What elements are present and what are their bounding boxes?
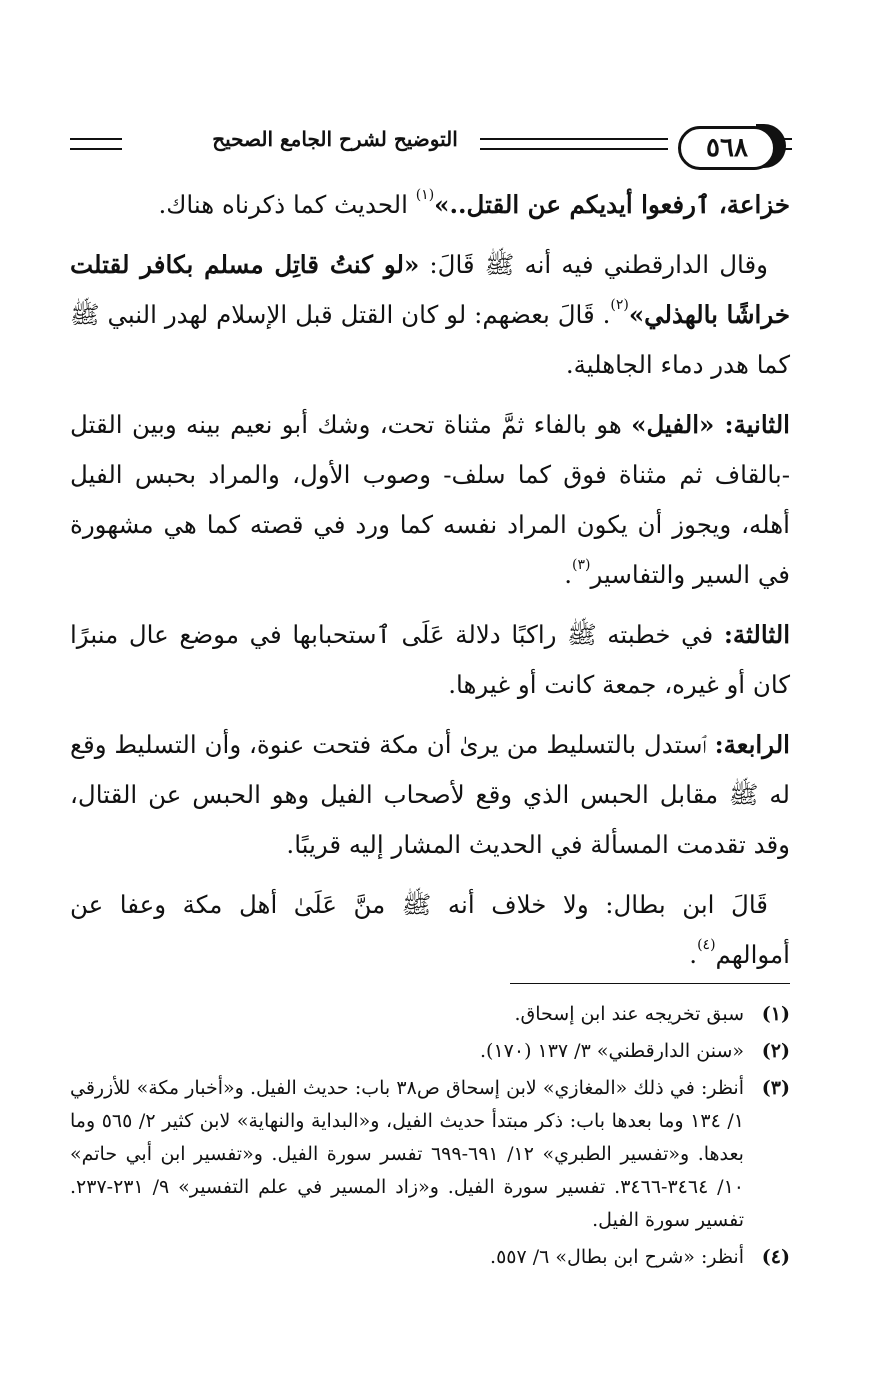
paragraph-text: ٱستدل بالتسليط من يرىٰ أن مكة فتحت عنوة، وأن التسليط وقع له ﷺ مقابل الحبس الذي وقع لأصحاب الفيل وهو الحبس عن القتال، وقد تقدمت المسألة في الحديث المشار إليه قريبًا. (70, 730, 790, 859)
page-header (70, 118, 792, 172)
footnote-number: (١) (761, 1003, 790, 1025)
quote-text: «لو كنتُ قاتِل مسلم بكافر لقتلت خراشًا بالهذلي» (70, 250, 791, 329)
footnotes (70, 998, 790, 1278)
paragraph-text: هو بالفاء ثمَّ مثناة تحت، وشك أبو نعيم بينه وبين القتل -بالقاف ثم مثناة فوق كما سلف- وصوب الأول، والمراد بحبس الفيل أهله، ويجوز أن يكون المراد نفسه كما ورد في قصته كما هي مشهورة في السير والتفاسير (70, 410, 790, 589)
footnote-text: أنظر: في ذلك «المغازي» لابن إسحاق ص٣٨ باب: حديث الفيل. و«أخبار مكة» للأزرقي ١/ ١٣٤ وما بعدها باب: ذكر مبتدأ حديث الفيل، و«البداية والنهاية» لابن كثير ٢/ ٥٦٥ وما بعدها. و«تفسير الطبري» ١٢/ ٦٩١-٦٩٩ تفسر سورة الفيل. و«تفسير ابن أبي حاتم» ١٠/ ٣٤٦٤-٣٤٦٦. تفسير سورة الفيل. و«زاد المسير في علم التفسير» ٩/ ٢٣١-٢٣٧. تفسير سورة الفيل. (70, 1077, 744, 1231)
main-text (70, 180, 790, 990)
section-label: الثانية: (724, 410, 790, 439)
footnote-4 (70, 1241, 790, 1274)
footnote-ref-4: (٤) (697, 937, 716, 953)
paragraph-text: في خطبته ﷺ راكبًا دلالة عَلَى ٱستحبابها في موضع عال منبرًا كان أو غيره، جمعة كانت أو غيرها. (70, 620, 790, 699)
footnote-text: سبق تخريجه عند ابن إسحاق. (514, 1003, 744, 1025)
footnote-ref-2: (٢) (610, 297, 629, 313)
paragraph-text: . قَالَ بعضهم: لو كان القتل قبل الإسلام لهدر النبي ﷺ كما هدر دماء الجاهلية. (70, 300, 790, 379)
paragraph-4 (70, 610, 790, 710)
paragraph-2 (70, 240, 790, 390)
running-title: التوضيح لشرح الجامع الصحيح (190, 127, 480, 151)
paragraph-text: . (564, 560, 572, 589)
paragraph-5 (70, 720, 790, 870)
section-label: الرابعة: (714, 730, 790, 759)
paragraph-text: قَالَ ابن بطال: ولا خلاف أنه ﷺ منَّ عَلَىٰ أهل مكة وعفا عن أموالهم (70, 890, 790, 969)
footnote-number: (٣) (761, 1077, 790, 1099)
footnote-2 (70, 1035, 790, 1068)
paragraph-text: . (689, 940, 698, 969)
footnote-ref-3: (٣) (571, 557, 591, 573)
page-number: ٥٦٨ (678, 126, 776, 170)
header-rule-left (70, 138, 122, 140)
footnote-ref-1: (١) (415, 187, 435, 203)
footnote-1 (70, 998, 790, 1031)
footnote-separator (510, 983, 790, 984)
header-rule-left (70, 148, 122, 150)
section-label: الثالثة: (723, 620, 790, 649)
footnote-text: أنظر: «شرح ابن بطال» ٦/ ٥٥٧. (490, 1246, 744, 1268)
paragraph-text: الحديث كما ذكرناه هناك. (158, 190, 416, 219)
footnote-number: (٤) (761, 1246, 790, 1268)
quote-text: «الفيل» (631, 410, 725, 439)
quote-text: خزاعة، ٱرفعوا أيديكم عن القتل..» (434, 190, 790, 219)
paragraph-3 (70, 400, 790, 600)
paragraph-6 (70, 880, 790, 980)
footnote-text: «سنن الدارقطني» ٣/ ١٣٧ (١٧٠). (479, 1040, 744, 1062)
footnote-3 (70, 1072, 790, 1237)
paragraph-text: وقال الدارقطني فيه أنه ﷺ قَالَ: (419, 250, 769, 279)
footnote-number: (٢) (761, 1040, 790, 1062)
paragraph-1 (70, 180, 790, 230)
